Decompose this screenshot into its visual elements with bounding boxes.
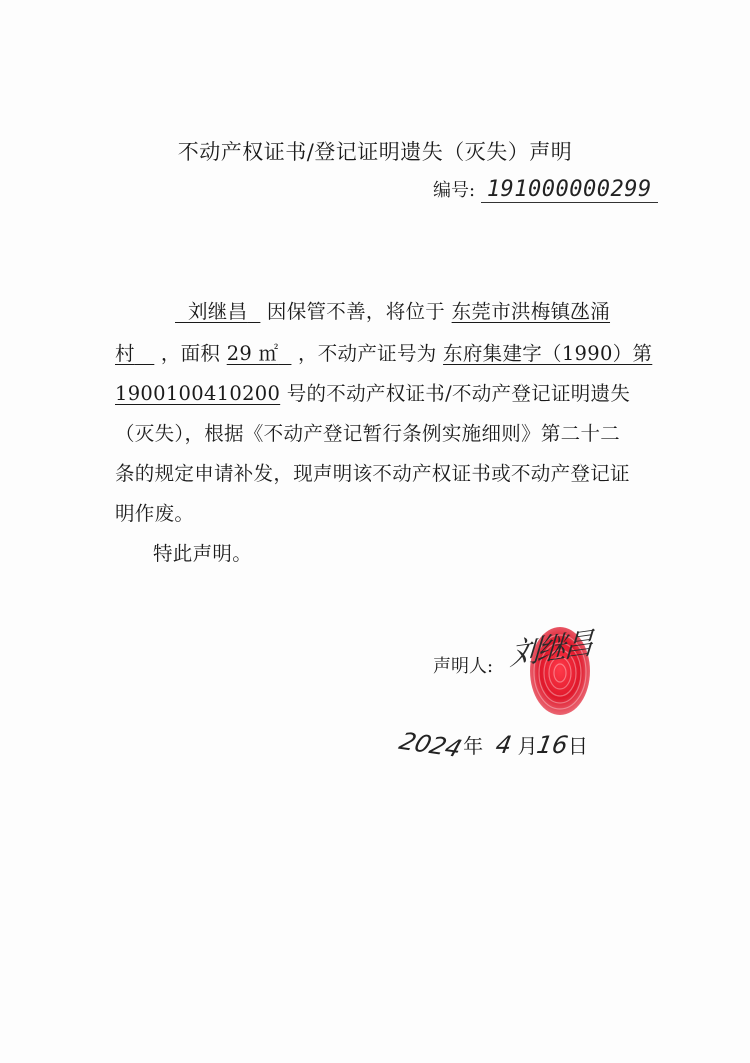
body-line-3 bbox=[115, 378, 630, 406]
property-location: 东莞市洪梅镇氹涌 bbox=[451, 300, 611, 323]
body-line-2 bbox=[115, 338, 652, 366]
declarant-row bbox=[433, 652, 493, 678]
body-line-4: （灭失），根据《不动产登记暂行条例实施细则》第二十二 bbox=[115, 422, 621, 445]
certificate-number: 1900100410200 bbox=[115, 382, 281, 405]
closing-statement: 特此声明。 bbox=[153, 542, 253, 565]
property-location-tail: 村 bbox=[115, 342, 135, 365]
body-line-1 bbox=[175, 296, 610, 324]
signature: 刘继昌 bbox=[508, 626, 592, 674]
body-line-6: 明作废。 bbox=[115, 502, 195, 525]
certificate-prefix: 东府集建字（1990）第 bbox=[443, 342, 653, 365]
body-text: 因保管不善，将位于 bbox=[266, 300, 446, 323]
document-title: 不动产权证书/登记证明遗失（灭失）声明 bbox=[177, 140, 573, 164]
body-text: ，不动产证号为 bbox=[297, 342, 437, 365]
serial-value: 191000000299 bbox=[481, 177, 658, 203]
date-day: 16 bbox=[534, 731, 571, 759]
body-text: ，面积 bbox=[160, 342, 221, 365]
declarant-label: 声明人: bbox=[433, 656, 494, 677]
date-year: 2024 bbox=[395, 727, 466, 763]
body-line-5: 条的规定申请补发，现声明该不动产权证书或不动产登记证 bbox=[115, 462, 630, 485]
date-month: 4 bbox=[493, 731, 514, 759]
date-year-suffix: 年 bbox=[463, 734, 484, 758]
serial-label: 编号: bbox=[433, 180, 476, 201]
date-row bbox=[395, 727, 588, 763]
body-text: 号的不动产权证书/不动产登记证明遗失 bbox=[286, 382, 631, 405]
serial-number-row bbox=[433, 176, 658, 202]
property-area: 29 ㎡ bbox=[226, 342, 279, 365]
person-name: 刘继昌 bbox=[188, 300, 248, 323]
date-month-suffix: 月 bbox=[517, 734, 538, 758]
date-day-suffix: 日 bbox=[567, 734, 588, 758]
